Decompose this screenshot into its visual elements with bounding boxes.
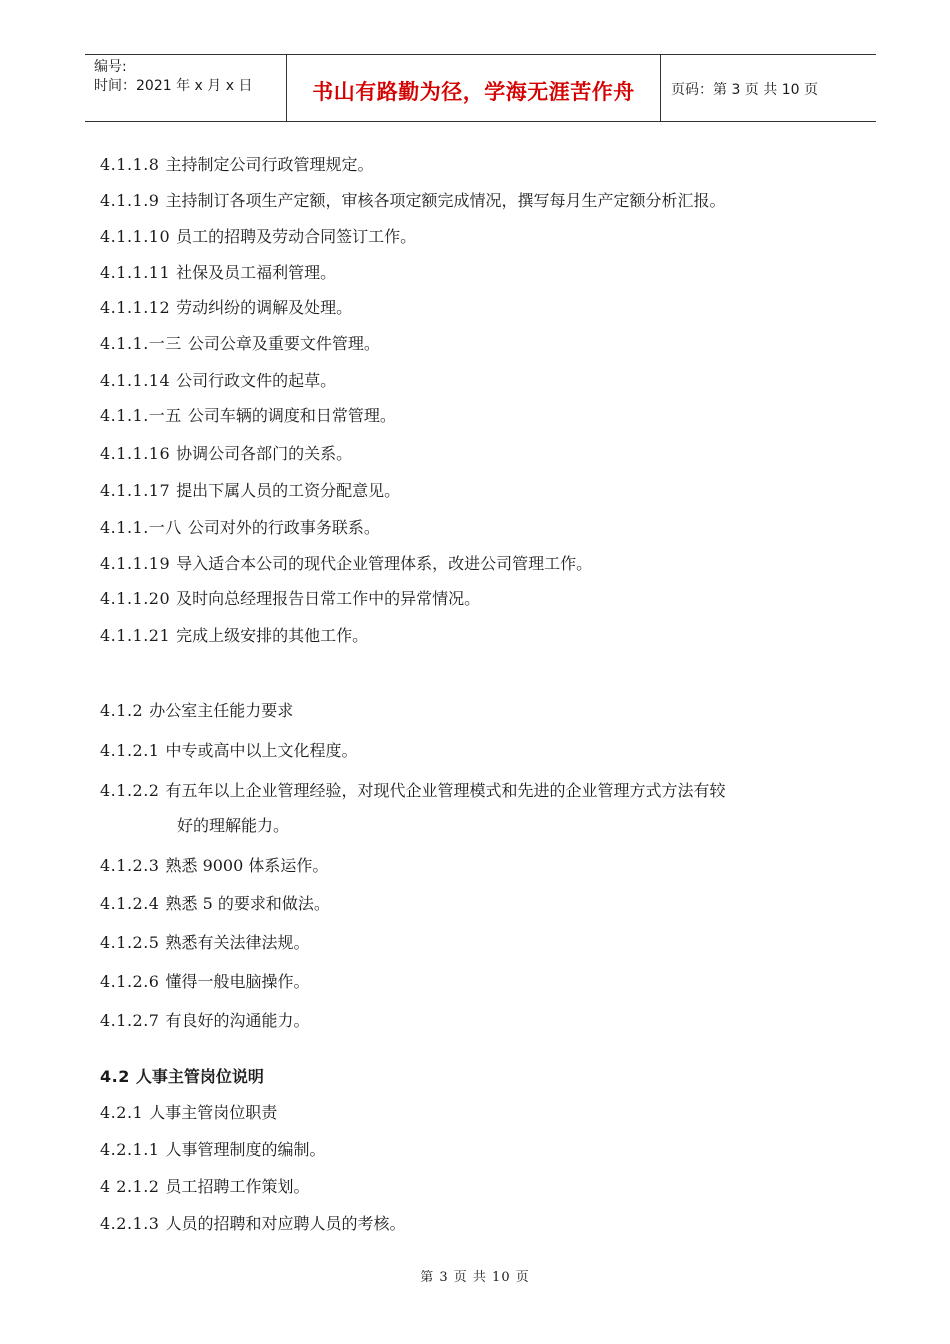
text-line bbox=[100, 1102, 277, 1124]
text-line bbox=[100, 1066, 264, 1088]
section-number: 4.1.1.17 bbox=[100, 481, 171, 500]
section-number: 4.1.1.21 bbox=[100, 626, 171, 645]
section-number: 4.1.2.5 bbox=[100, 933, 160, 952]
section-number: 4.1.1.一五 bbox=[100, 406, 182, 425]
section-number: 4.1.1.10 bbox=[100, 227, 171, 246]
section-number: 4.1.1.9 bbox=[100, 191, 160, 210]
section-number: 4.1.1.16 bbox=[100, 444, 171, 463]
line-text: 熟悉有关法律法规。 bbox=[165, 933, 310, 952]
section-number: 4.1.2.4 bbox=[100, 894, 160, 913]
text-line bbox=[100, 932, 310, 954]
text-line bbox=[100, 1010, 310, 1032]
section-number: 4.1.1.一三 bbox=[100, 334, 182, 353]
line-text: 中专或高中以上文化程度。 bbox=[165, 741, 358, 760]
section-number: 4.1.2.7 bbox=[100, 1011, 160, 1030]
line-text: 人员的招聘和对应聘人员的考核。 bbox=[165, 1214, 406, 1233]
text-line bbox=[100, 553, 592, 575]
line-text: 主持制订各项生产定额，审核各项定额完成情况，撰写每月生产定额分析汇报。 bbox=[165, 191, 726, 210]
section-number: 4.2.1.3 bbox=[100, 1214, 160, 1233]
header-meta bbox=[85, 55, 287, 121]
line-text: 熟悉 5 的要求和做法。 bbox=[165, 894, 330, 913]
line-text: 员工的招聘及劳动合同签订工作。 bbox=[176, 227, 417, 246]
text-line bbox=[100, 780, 726, 802]
text-line bbox=[100, 1139, 326, 1161]
section-number: 4.1.1.12 bbox=[100, 298, 171, 317]
text-line bbox=[100, 154, 374, 176]
line-text: 劳动纠纷的调解及处理。 bbox=[176, 298, 353, 317]
text-line bbox=[100, 297, 352, 319]
line-text: 社保及员工福利管理。 bbox=[176, 263, 337, 282]
section-number: 4.1.2 bbox=[100, 701, 144, 720]
line-text: 人事主管岗位说明 bbox=[135, 1067, 264, 1086]
section-number: 4.1.2.3 bbox=[100, 856, 160, 875]
section-number: 4.1.2.2 bbox=[100, 781, 160, 800]
section-number: 4.1.1.一八 bbox=[100, 518, 182, 537]
text-line bbox=[100, 370, 336, 392]
line-text: 协调公司各部门的关系。 bbox=[176, 444, 353, 463]
section-number: 4.1.1.11 bbox=[100, 263, 171, 282]
code-label: 编号: bbox=[94, 59, 127, 75]
line-text: 好的理解能力。 bbox=[177, 816, 290, 835]
section-number: 4.1.2.6 bbox=[100, 972, 160, 991]
page-header bbox=[85, 54, 876, 122]
text-line bbox=[100, 588, 480, 610]
line-text: 完成上级安排的其他工作。 bbox=[176, 626, 369, 645]
text-line bbox=[100, 625, 368, 647]
line-text: 人事管理制度的编制。 bbox=[165, 1140, 326, 1159]
text-line bbox=[100, 443, 352, 465]
line-text: 懂得一般电脑操作。 bbox=[165, 972, 310, 991]
line-text: 主持制定公司行政管理规定。 bbox=[165, 155, 374, 174]
text-line bbox=[100, 740, 358, 762]
text-line bbox=[100, 262, 336, 284]
text-line bbox=[100, 480, 400, 502]
section-number: 4.1.1.14 bbox=[100, 371, 171, 390]
text-line bbox=[100, 1176, 310, 1198]
line-text: 提出下属人员的工资分配意见。 bbox=[176, 481, 401, 500]
line-text: 导入适合本公司的现代企业管理体系，改进公司管理工作。 bbox=[176, 554, 593, 573]
text-line bbox=[100, 1213, 406, 1235]
line-text: 及时向总经理报告日常工作中的异常情况。 bbox=[176, 589, 481, 608]
line-text: 公司行政文件的起草。 bbox=[176, 371, 337, 390]
text-line bbox=[100, 815, 289, 837]
text-line bbox=[100, 700, 293, 722]
section-number: 4.2 bbox=[100, 1067, 130, 1086]
section-number: 4.1.2.1 bbox=[100, 741, 160, 760]
line-text: 员工招聘工作策划。 bbox=[165, 1177, 310, 1196]
section-number: 4.2.1 bbox=[100, 1103, 144, 1122]
line-text: 有五年以上企业管理经验，对现代企业管理模式和先进的企业管理方式方法有较 bbox=[165, 781, 726, 800]
text-line bbox=[100, 190, 726, 212]
line-text: 公司车辆的调度和日常管理。 bbox=[187, 406, 396, 425]
line-text: 公司对外的行政事务联系。 bbox=[187, 518, 380, 537]
text-line bbox=[100, 517, 380, 539]
text-line bbox=[100, 893, 330, 915]
section-number: 4.2.1.1 bbox=[100, 1140, 160, 1159]
text-line bbox=[100, 405, 396, 427]
line-text: 有良好的沟通能力。 bbox=[165, 1011, 310, 1030]
time-label: 时间：2021 年 x 月 x 日 bbox=[94, 78, 253, 94]
text-line bbox=[100, 971, 310, 993]
section-number: 4.1.1.19 bbox=[100, 554, 171, 573]
line-text: 熟悉 9000 体系运作。 bbox=[165, 856, 329, 875]
section-number: 4.1.1.20 bbox=[100, 589, 171, 608]
line-text: 人事主管岗位职责 bbox=[149, 1103, 278, 1122]
text-line bbox=[100, 226, 416, 248]
header-motto: 书山有路勤为径，学海无涯苦作舟 bbox=[287, 55, 661, 121]
text-line bbox=[100, 333, 380, 355]
text-line bbox=[100, 855, 328, 877]
page-footer: 第 3 页 共 10 页 bbox=[420, 1270, 530, 1285]
line-text: 公司公章及重要文件管理。 bbox=[187, 334, 380, 353]
line-text: 办公室主任能力要求 bbox=[149, 701, 294, 720]
section-number: 4.1.1.8 bbox=[100, 155, 160, 174]
header-page-label: 页码：第 3 页 共 10 页 bbox=[671, 82, 818, 98]
section-number: 4 2.1.2 bbox=[100, 1177, 160, 1196]
